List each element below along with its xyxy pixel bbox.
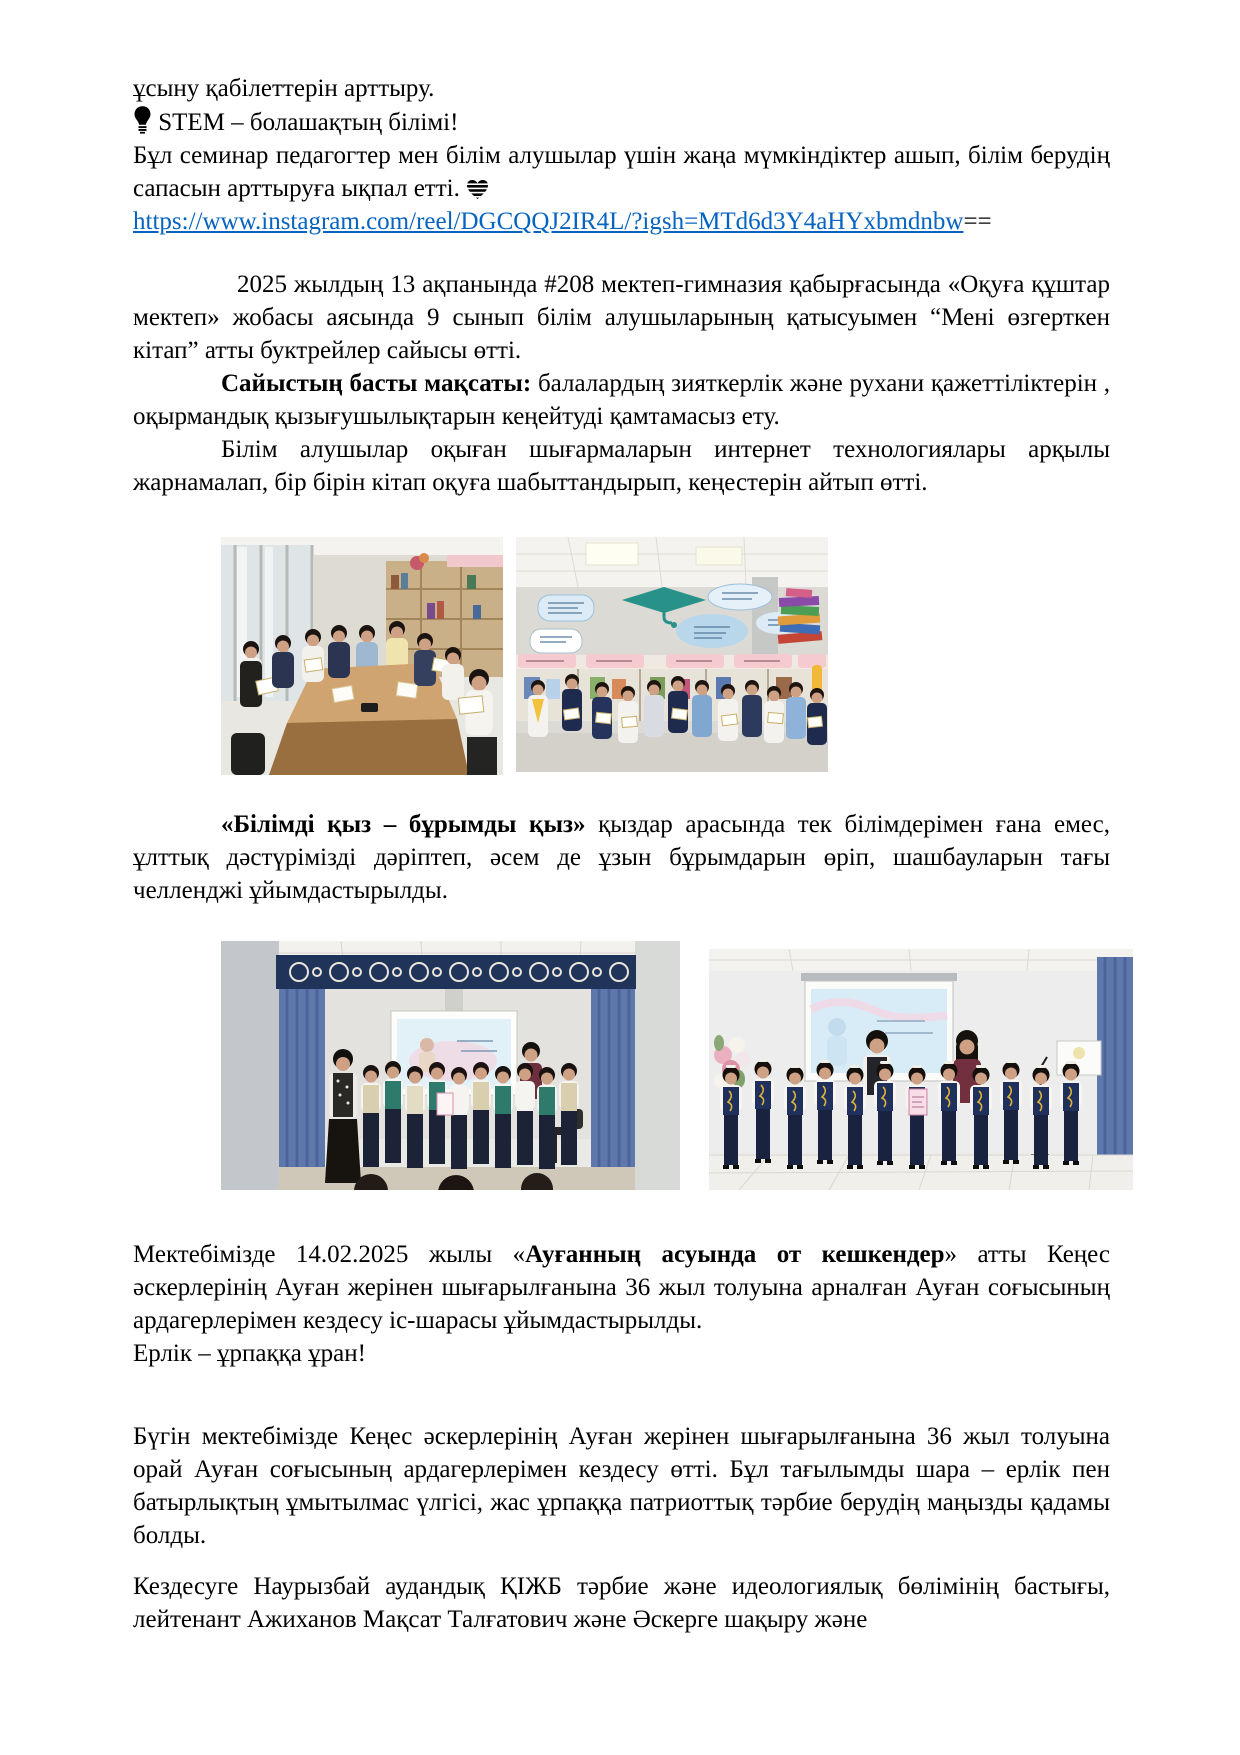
afghan-p1-bold: Ауғанның асуында от кешкендер (525, 1241, 945, 1268)
afghan-paragraph-2 (133, 1420, 1110, 1552)
booktrailer-p1-text: 2025 жылдың 13 ақпанында #208 мектеп-гимназия қабырғасында «Оқуға құштар мектеп» жобасы аясында 9 сынып білім алушыларының қатысуымен “Мені өзгерткен кітап” атты буктрейлер сайысы өтті. (133, 271, 1110, 364)
afghan-p3-text: Кездесуге Наурызбай аудандық ҚІЖБ тәрбие және идеологиялық бөлімінің бастығы, лейтенант Ажиханов Мақсат Талғатович және Әскерге шақыру және (133, 1573, 1110, 1633)
photo-library-group (516, 537, 828, 772)
braids-paragraph (133, 808, 1110, 907)
seminar-paragraph (133, 139, 1110, 205)
afghan-paragraph-1 (133, 1238, 1110, 1337)
striped-heart-icon (466, 179, 489, 200)
seminar-text: Бұл семинар педагогтер мен білім алушылар үшін жаңа мүмкіндіктер ашып, білім берудің сапасын арттыруға ықпал етті. (133, 142, 1110, 202)
afghan-p1-start: Мектебімізде 14.02.2025 жылы « (133, 1241, 526, 1268)
booktrailer-p2-lead: Сайыстың басты мақсаты: (221, 370, 532, 397)
braids-block (133, 808, 1110, 907)
lightbulb-icon (133, 105, 152, 134)
photo-library-table-art (221, 537, 503, 775)
afghan-block-1 (133, 1238, 1110, 1370)
instagram-link[interactable]: https://www.instagram.com/reel/DGCQQJ2IR4L/?igsh=MTd6d3Y4aHYxbmdnbw (133, 208, 964, 235)
afghan-block-2 (133, 1420, 1110, 1552)
photo-auditorium-teal-vests (221, 941, 680, 1190)
intro-block (133, 72, 1110, 238)
photo-auditorium-navy-art (709, 949, 1133, 1190)
stem-line-text: STEM – болашақтың білімі! (158, 109, 459, 136)
photo-auditorium-navy-vests (709, 949, 1133, 1190)
afghan-slogan (133, 1337, 1110, 1370)
afghan-slogan-text: Ерлік – ұрпаққа ұран! (133, 1340, 366, 1367)
photo-auditorium-teal-art (221, 941, 680, 1190)
afghan-block-3 (133, 1570, 1110, 1636)
booktrailer-p3-text: Білім алушылар оқыған шығармаларын интернет технологиялары арқылы жарнамалап, бір бірін кітап оқуға шабыттандырып, кеңестерін айтып өтті. (133, 436, 1110, 496)
booktrailer-paragraph-1 (133, 268, 1110, 367)
link-line (133, 205, 1110, 238)
booktrailer-paragraph-2 (133, 367, 1110, 433)
intro-line-text: ұсыну қабілеттерін арттыру. (133, 75, 435, 102)
afghan-p2-text: Бүгін мектебімізде Кеңес әскерлерінің Ауған жерінен шығарылғанына 36 жыл толуына орай Ауған соғысының ардагерлерімен кездесу өтті. Бұл тағылымды шара – ерлік пен батырлықтың ұмытылмас үлгісі, жас ұрпаққа патриоттық тәрбие берудің маңызды қадамы болды. (133, 1423, 1110, 1549)
braids-lead: «Білімді қыз – бұрымды қыз» (221, 811, 586, 838)
booktrailer-p2-rest: балалардың зияткерлік және рухани қажеттіліктерін , оқырмандық қызығушылықтарын кеңейтуді қамтамасыз ету. (133, 370, 1110, 430)
braids-rest: қыздар арасында тек білімдерімен ғана емес, ұлттық дәстүрімізді дәріптеп, әсем де ұзын бұрымдарын өріп, шашбауларын тағы челленджі ұйымдастырылды. (133, 811, 1110, 904)
booktrailer-block (133, 268, 1110, 499)
photo-library-group-art (516, 537, 828, 772)
afghan-p1-end: » атты Кеңес әскерлерінің Ауған жерінен шығарылғанына 36 жыл толуына арналған Ауған соғысының ардагерлерімен кездесу іс-шарасы ұйымдастырылды. (133, 1241, 1110, 1334)
photo-library-table (221, 537, 503, 775)
stem-line (133, 105, 1110, 139)
booktrailer-paragraph-3 (133, 433, 1110, 499)
afghan-paragraph-3 (133, 1570, 1110, 1636)
intro-line (133, 72, 1110, 105)
link-equals-suffix: == (963, 208, 992, 235)
